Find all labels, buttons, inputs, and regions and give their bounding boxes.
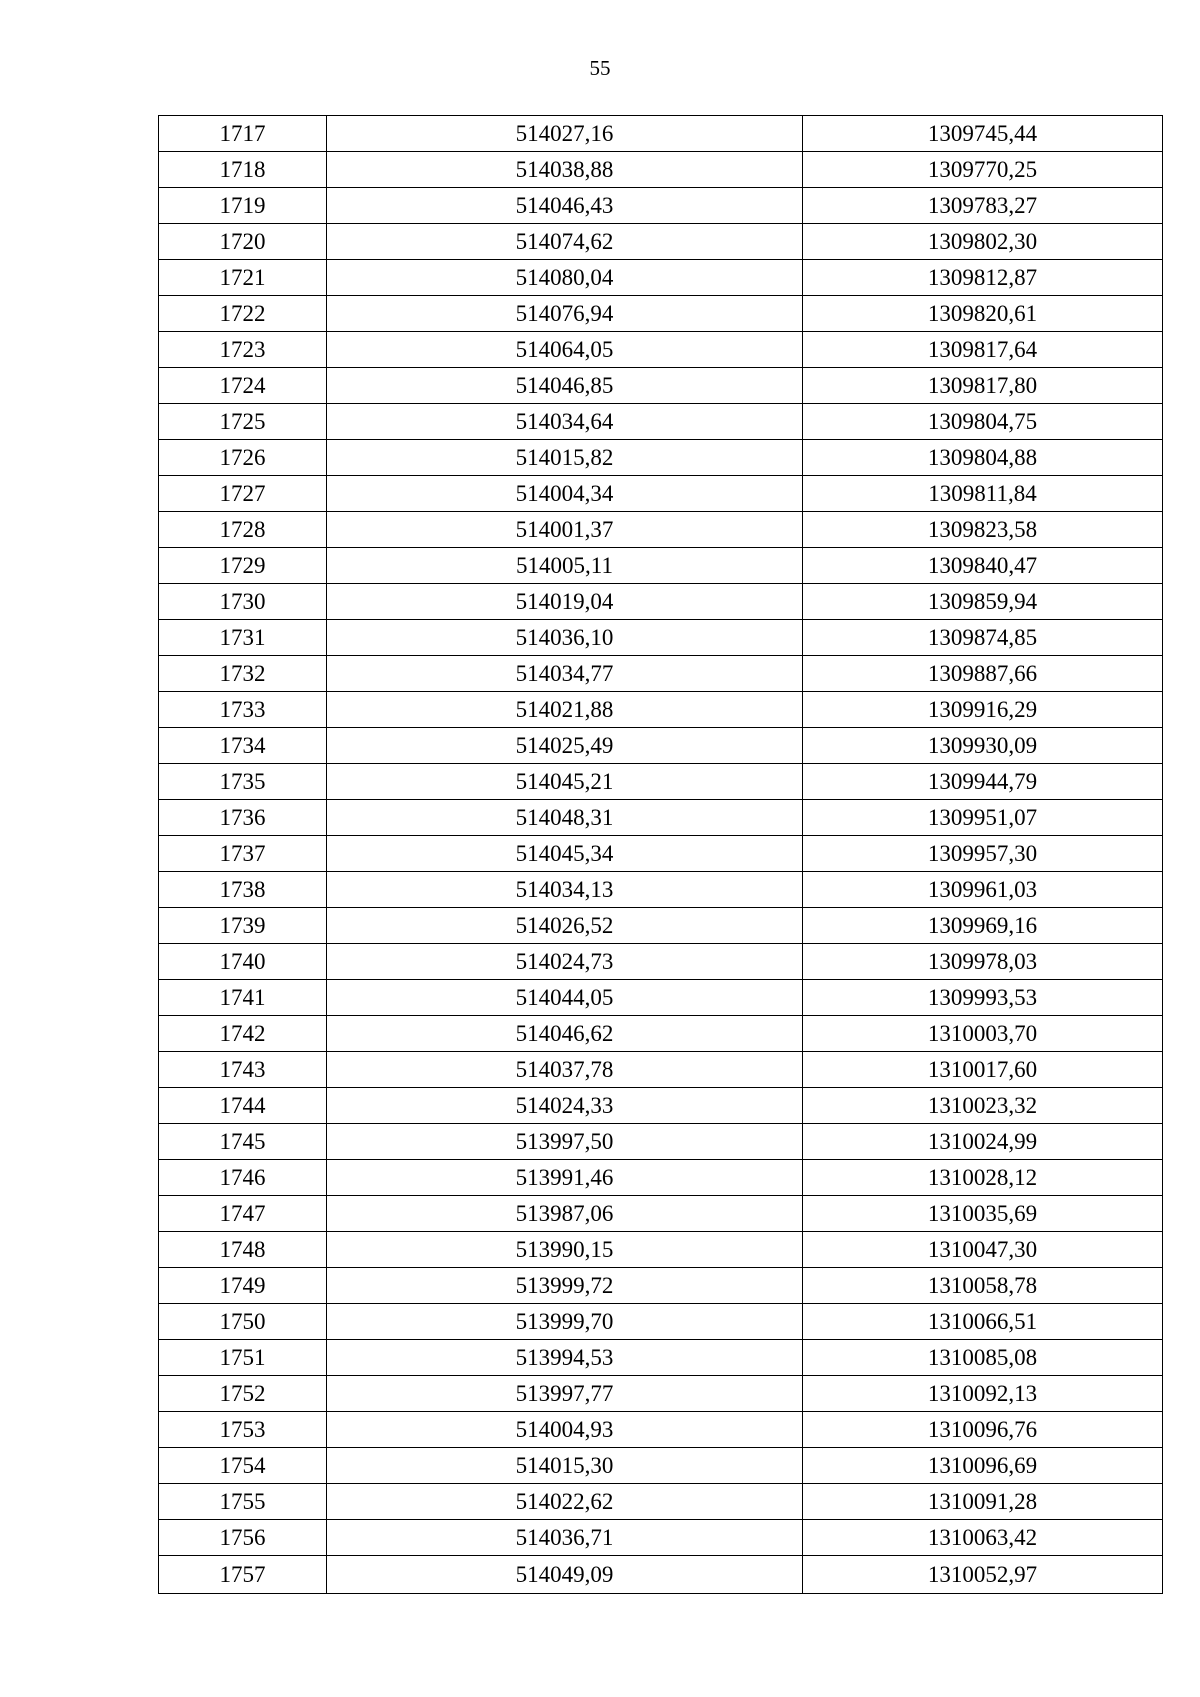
x-coordinate-cell: 514034,77	[327, 656, 803, 692]
table-row	[159, 1304, 1163, 1340]
table-row	[159, 1340, 1163, 1376]
point-number-cell: 1739	[159, 908, 327, 944]
point-number-cell: 1736	[159, 800, 327, 836]
table-row	[159, 152, 1163, 188]
table-row	[159, 764, 1163, 800]
page-number: 55	[589, 56, 611, 80]
x-coordinate-cell: 513999,72	[327, 1268, 803, 1304]
point-number-cell: 1729	[159, 548, 327, 584]
table-row	[159, 1088, 1163, 1124]
point-number-cell: 1744	[159, 1088, 327, 1124]
y-coordinate-cell: 1309812,87	[803, 260, 1163, 296]
y-coordinate-cell: 1309978,03	[803, 944, 1163, 980]
x-coordinate-cell: 514015,82	[327, 440, 803, 476]
point-number-cell: 1737	[159, 836, 327, 872]
y-coordinate-cell: 1310017,60	[803, 1052, 1163, 1088]
x-coordinate-cell: 513991,46	[327, 1160, 803, 1196]
table-row	[159, 1232, 1163, 1268]
point-number-cell: 1750	[159, 1304, 327, 1340]
y-coordinate-cell: 1309823,58	[803, 512, 1163, 548]
y-coordinate-cell: 1309969,16	[803, 908, 1163, 944]
point-number-cell: 1732	[159, 656, 327, 692]
table-row	[159, 116, 1163, 152]
y-coordinate-cell: 1309783,27	[803, 188, 1163, 224]
point-number-cell: 1740	[159, 944, 327, 980]
x-coordinate-cell: 514038,88	[327, 152, 803, 188]
x-coordinate-cell: 514019,04	[327, 584, 803, 620]
point-number-cell: 1753	[159, 1412, 327, 1448]
x-coordinate-cell: 513987,06	[327, 1196, 803, 1232]
coordinates-table	[158, 115, 1163, 1594]
x-coordinate-cell: 514034,13	[327, 872, 803, 908]
point-number-cell: 1720	[159, 224, 327, 260]
y-coordinate-cell: 1310066,51	[803, 1304, 1163, 1340]
x-coordinate-cell: 514074,62	[327, 224, 803, 260]
table-row	[159, 188, 1163, 224]
y-coordinate-cell: 1310047,30	[803, 1232, 1163, 1268]
table-row	[159, 692, 1163, 728]
x-coordinate-cell: 514036,10	[327, 620, 803, 656]
x-coordinate-cell: 514026,52	[327, 908, 803, 944]
x-coordinate-cell: 514046,62	[327, 1016, 803, 1052]
x-coordinate-cell: 514004,34	[327, 476, 803, 512]
y-coordinate-cell: 1309840,47	[803, 548, 1163, 584]
table-row	[159, 1196, 1163, 1232]
point-number-cell: 1730	[159, 584, 327, 620]
y-coordinate-cell: 1309804,75	[803, 404, 1163, 440]
y-coordinate-cell: 1310092,13	[803, 1376, 1163, 1412]
x-coordinate-cell: 514045,34	[327, 836, 803, 872]
table-row	[159, 872, 1163, 908]
x-coordinate-cell: 514027,16	[327, 116, 803, 152]
x-coordinate-cell: 514015,30	[327, 1448, 803, 1484]
y-coordinate-cell: 1309916,29	[803, 692, 1163, 728]
x-coordinate-cell: 513999,70	[327, 1304, 803, 1340]
y-coordinate-cell: 1310023,32	[803, 1088, 1163, 1124]
y-coordinate-cell: 1309874,85	[803, 620, 1163, 656]
table-row	[159, 800, 1163, 836]
point-number-cell: 1756	[159, 1520, 327, 1556]
table-row	[159, 908, 1163, 944]
point-number-cell: 1755	[159, 1484, 327, 1520]
y-coordinate-cell: 1309770,25	[803, 152, 1163, 188]
point-number-cell: 1745	[159, 1124, 327, 1160]
point-number-cell: 1717	[159, 116, 327, 152]
point-number-cell: 1748	[159, 1232, 327, 1268]
table-row	[159, 404, 1163, 440]
point-number-cell: 1735	[159, 764, 327, 800]
point-number-cell: 1724	[159, 368, 327, 404]
x-coordinate-cell: 514045,21	[327, 764, 803, 800]
point-number-cell: 1754	[159, 1448, 327, 1484]
y-coordinate-cell: 1310035,69	[803, 1196, 1163, 1232]
y-coordinate-cell: 1309859,94	[803, 584, 1163, 620]
point-number-cell: 1726	[159, 440, 327, 476]
point-number-cell: 1757	[159, 1556, 327, 1594]
table-row	[159, 1412, 1163, 1448]
x-coordinate-cell: 514064,05	[327, 332, 803, 368]
point-number-cell: 1741	[159, 980, 327, 1016]
y-coordinate-cell: 1309930,09	[803, 728, 1163, 764]
y-coordinate-cell: 1310058,78	[803, 1268, 1163, 1304]
x-coordinate-cell: 514021,88	[327, 692, 803, 728]
table-row	[159, 728, 1163, 764]
table-row	[159, 1124, 1163, 1160]
table-row	[159, 944, 1163, 980]
point-number-cell: 1731	[159, 620, 327, 656]
x-coordinate-cell: 514036,71	[327, 1520, 803, 1556]
y-coordinate-cell: 1310096,76	[803, 1412, 1163, 1448]
point-number-cell: 1721	[159, 260, 327, 296]
table-row	[159, 1376, 1163, 1412]
point-number-cell: 1727	[159, 476, 327, 512]
table-row	[159, 1484, 1163, 1520]
y-coordinate-cell: 1309887,66	[803, 656, 1163, 692]
x-coordinate-cell: 514024,73	[327, 944, 803, 980]
point-number-cell: 1733	[159, 692, 327, 728]
table-row	[159, 1016, 1163, 1052]
y-coordinate-cell: 1310024,99	[803, 1124, 1163, 1160]
point-number-cell: 1746	[159, 1160, 327, 1196]
x-coordinate-cell: 514080,04	[327, 260, 803, 296]
x-coordinate-cell: 514025,49	[327, 728, 803, 764]
point-number-cell: 1742	[159, 1016, 327, 1052]
x-coordinate-cell: 513994,53	[327, 1340, 803, 1376]
point-number-cell: 1725	[159, 404, 327, 440]
y-coordinate-cell: 1309944,79	[803, 764, 1163, 800]
y-coordinate-cell: 1309993,53	[803, 980, 1163, 1016]
point-number-cell: 1723	[159, 332, 327, 368]
x-coordinate-cell: 513997,77	[327, 1376, 803, 1412]
point-number-cell: 1747	[159, 1196, 327, 1232]
x-coordinate-cell: 514001,37	[327, 512, 803, 548]
table-row	[159, 332, 1163, 368]
table-row	[159, 1520, 1163, 1556]
y-coordinate-cell: 1309811,84	[803, 476, 1163, 512]
table-row	[159, 368, 1163, 404]
table-row	[159, 620, 1163, 656]
point-number-cell: 1751	[159, 1340, 327, 1376]
x-coordinate-cell: 514037,78	[327, 1052, 803, 1088]
x-coordinate-cell: 514034,64	[327, 404, 803, 440]
y-coordinate-cell: 1309745,44	[803, 116, 1163, 152]
point-number-cell: 1722	[159, 296, 327, 332]
table-row	[159, 656, 1163, 692]
table-row	[159, 548, 1163, 584]
y-coordinate-cell: 1309817,80	[803, 368, 1163, 404]
y-coordinate-cell: 1310052,97	[803, 1556, 1163, 1594]
y-coordinate-cell: 1309957,30	[803, 836, 1163, 872]
point-number-cell: 1743	[159, 1052, 327, 1088]
table-row	[159, 584, 1163, 620]
point-number-cell: 1728	[159, 512, 327, 548]
x-coordinate-cell: 514049,09	[327, 1556, 803, 1594]
point-number-cell: 1752	[159, 1376, 327, 1412]
y-coordinate-cell: 1309820,61	[803, 296, 1163, 332]
y-coordinate-cell: 1310085,08	[803, 1340, 1163, 1376]
y-coordinate-cell: 1309802,30	[803, 224, 1163, 260]
y-coordinate-cell: 1310028,12	[803, 1160, 1163, 1196]
x-coordinate-cell: 514076,94	[327, 296, 803, 332]
point-number-cell: 1749	[159, 1268, 327, 1304]
y-coordinate-cell: 1310091,28	[803, 1484, 1163, 1520]
x-coordinate-cell: 514048,31	[327, 800, 803, 836]
x-coordinate-cell: 514046,85	[327, 368, 803, 404]
y-coordinate-cell: 1310003,70	[803, 1016, 1163, 1052]
y-coordinate-cell: 1309804,88	[803, 440, 1163, 476]
point-number-cell: 1719	[159, 188, 327, 224]
table-row	[159, 260, 1163, 296]
x-coordinate-cell: 513997,50	[327, 1124, 803, 1160]
table-row	[159, 512, 1163, 548]
table-row	[159, 1052, 1163, 1088]
table-row	[159, 1268, 1163, 1304]
y-coordinate-cell: 1309961,03	[803, 872, 1163, 908]
y-coordinate-cell: 1309817,64	[803, 332, 1163, 368]
table-row	[159, 224, 1163, 260]
y-coordinate-cell: 1310096,69	[803, 1448, 1163, 1484]
table-row	[159, 296, 1163, 332]
table-row	[159, 1556, 1163, 1594]
point-number-cell: 1718	[159, 152, 327, 188]
table-row	[159, 1160, 1163, 1196]
point-number-cell: 1738	[159, 872, 327, 908]
table-row	[159, 440, 1163, 476]
coordinates-table-body	[159, 116, 1163, 1594]
x-coordinate-cell: 514046,43	[327, 188, 803, 224]
x-coordinate-cell: 514004,93	[327, 1412, 803, 1448]
y-coordinate-cell: 1309951,07	[803, 800, 1163, 836]
y-coordinate-cell: 1310063,42	[803, 1520, 1163, 1556]
x-coordinate-cell: 514024,33	[327, 1088, 803, 1124]
table-row	[159, 1448, 1163, 1484]
point-number-cell: 1734	[159, 728, 327, 764]
table-row	[159, 980, 1163, 1016]
x-coordinate-cell: 514022,62	[327, 1484, 803, 1520]
table-row	[159, 476, 1163, 512]
x-coordinate-cell: 513990,15	[327, 1232, 803, 1268]
table-row	[159, 836, 1163, 872]
x-coordinate-cell: 514005,11	[327, 548, 803, 584]
x-coordinate-cell: 514044,05	[327, 980, 803, 1016]
